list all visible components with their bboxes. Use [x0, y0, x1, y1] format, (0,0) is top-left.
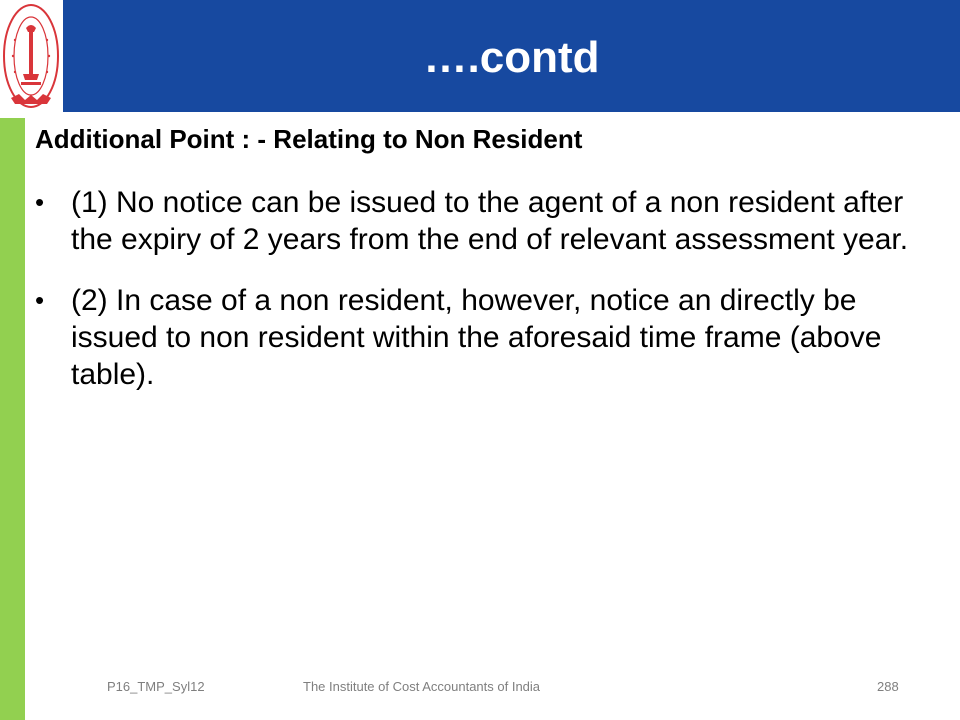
- slide-title: ….contd: [423, 33, 600, 82]
- bullet-text: (2) In case of a non resident, however, notice an directly be issued to non resident within the aforesaid time frame (above table).: [71, 284, 882, 391]
- institute-emblem-icon: [1, 2, 61, 110]
- bullet-list: [35, 184, 940, 417]
- slide-header: [0, 0, 960, 112]
- footer-page-number: 288: [877, 679, 899, 694]
- section-subheading: Additional Point : - Relating to Non Resident: [35, 124, 583, 154]
- bullet-text: (1) No notice can be issued to the agent of a non resident after the expiry of 2 years from the end of relevant assessment year.: [71, 186, 909, 256]
- bullet-item: [35, 184, 940, 258]
- bullet-marker: •: [35, 285, 45, 315]
- accent-stripe: [0, 118, 25, 720]
- footer-course-code: P16_TMP_Syl12: [107, 679, 205, 694]
- bullet-item: [35, 282, 940, 393]
- footer-institute-name: The Institute of Cost Accountants of India: [303, 679, 541, 694]
- institute-logo: [0, 0, 62, 112]
- bullet-marker: •: [35, 187, 45, 217]
